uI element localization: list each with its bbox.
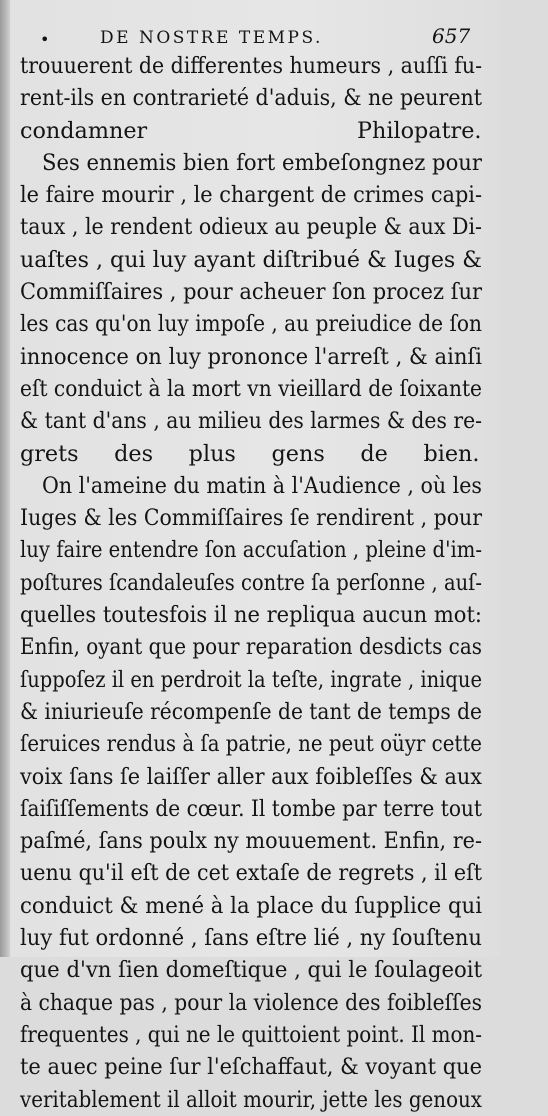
text-line: taux , le rendent odieux au peuple & aux Di-	[20, 214, 482, 241]
text-line: paſmé, ſans poulx ny mouuement. Enfin, re-	[20, 828, 482, 855]
text-line: uaſtes , qui luy ayant diſtribué & Iuges &	[20, 246, 482, 273]
paragraph-2	[20, 147, 482, 470]
page-gutter-shadow	[0, 0, 10, 957]
header-mark: •	[40, 30, 50, 49]
page-number: 657	[432, 24, 471, 48]
text-line: voix ſans ſe laiſſer aller aux foibleſſes & aux	[20, 763, 482, 790]
text-line: le faire mourir , le chargent de crimes capi-	[20, 182, 482, 209]
text-line: trouuerent de differentes humeurs , auſſi fu-	[20, 53, 482, 79]
text-line: conduict & mené à la place du ſupplice qui	[20, 892, 482, 919]
text-line: Ses ennemis bien fort embeſongnez pour	[42, 149, 482, 176]
paragraph-3	[20, 470, 482, 1116]
text-line: à chaque pas , pour la violence des foibleſſes	[20, 989, 482, 1016]
text-line: frequentes , qui ne le quittoient point. Il mon-	[20, 1021, 482, 1048]
text-line: On l'ameine du matin à l'Audience , où les	[42, 472, 482, 499]
text-line: ſeruices rendus à ſa patrie, ne peut oüyr cette	[20, 731, 482, 758]
text-line: luy fut ordonné , ſans eſtre lié , ny ſouſtenu	[20, 925, 482, 952]
text-line: Iuges & les Commiſſaires ſe rendirent , pour	[20, 505, 482, 532]
text-line: condamner Philopatre.	[20, 117, 482, 144]
text-line: innocence on luy prononce l'arreſt , & ainſi	[20, 343, 482, 370]
text-line: & tant d'ans , au milieu des larmes & des re-	[20, 408, 482, 435]
text-line: veritablement il alloit mourir, jette les genoux	[20, 1086, 482, 1113]
text-line: rent-ils en contrarieté d'aduis, & ne peurent	[20, 85, 482, 112]
text-line: ſuppoſez il en perdroit la teſte, ingrate , inique	[20, 666, 482, 693]
text-line: grets des plus gens de bien.	[20, 440, 480, 467]
text-line: eſt conduict à la mort vn vieillard de ſoixante	[20, 375, 482, 402]
text-line: ſaiſiſſements de cœur. Il tombe par terre tout	[20, 795, 482, 822]
body-text	[20, 50, 482, 1116]
text-line: poſtures ſcandaleuſes contre ſa perſonne , auſ-	[20, 569, 482, 596]
text-line: que d'vn ſien domeſtique , qui le ſoulageoit	[20, 957, 482, 984]
text-line: Enfin, oyant que pour reparation desdicts cas	[20, 634, 482, 661]
text-line: Commiſſaires , pour acheuer ſon procez ſur	[20, 279, 482, 306]
text-line: uenu qu'il eſt de cet extaſe de regrets , il eſt	[20, 860, 482, 887]
text-line: te auec peine ſur l'eſchaffaut, & voyant que	[20, 1054, 482, 1081]
text-line: les cas qu'on luy impoſe , au preiudice de ſon	[20, 311, 482, 338]
text-line: luy faire entendre ſon accuſation , pleine d'im-	[20, 537, 482, 564]
running-title: DE NOSTRE TEMPS.	[100, 28, 323, 48]
text-line: quelles toutesfois il ne repliqua aucun mot:	[20, 602, 482, 629]
paragraph-1	[20, 50, 482, 147]
text-line: & iniurieuſe récompenſe de tant de temps de	[20, 698, 482, 725]
